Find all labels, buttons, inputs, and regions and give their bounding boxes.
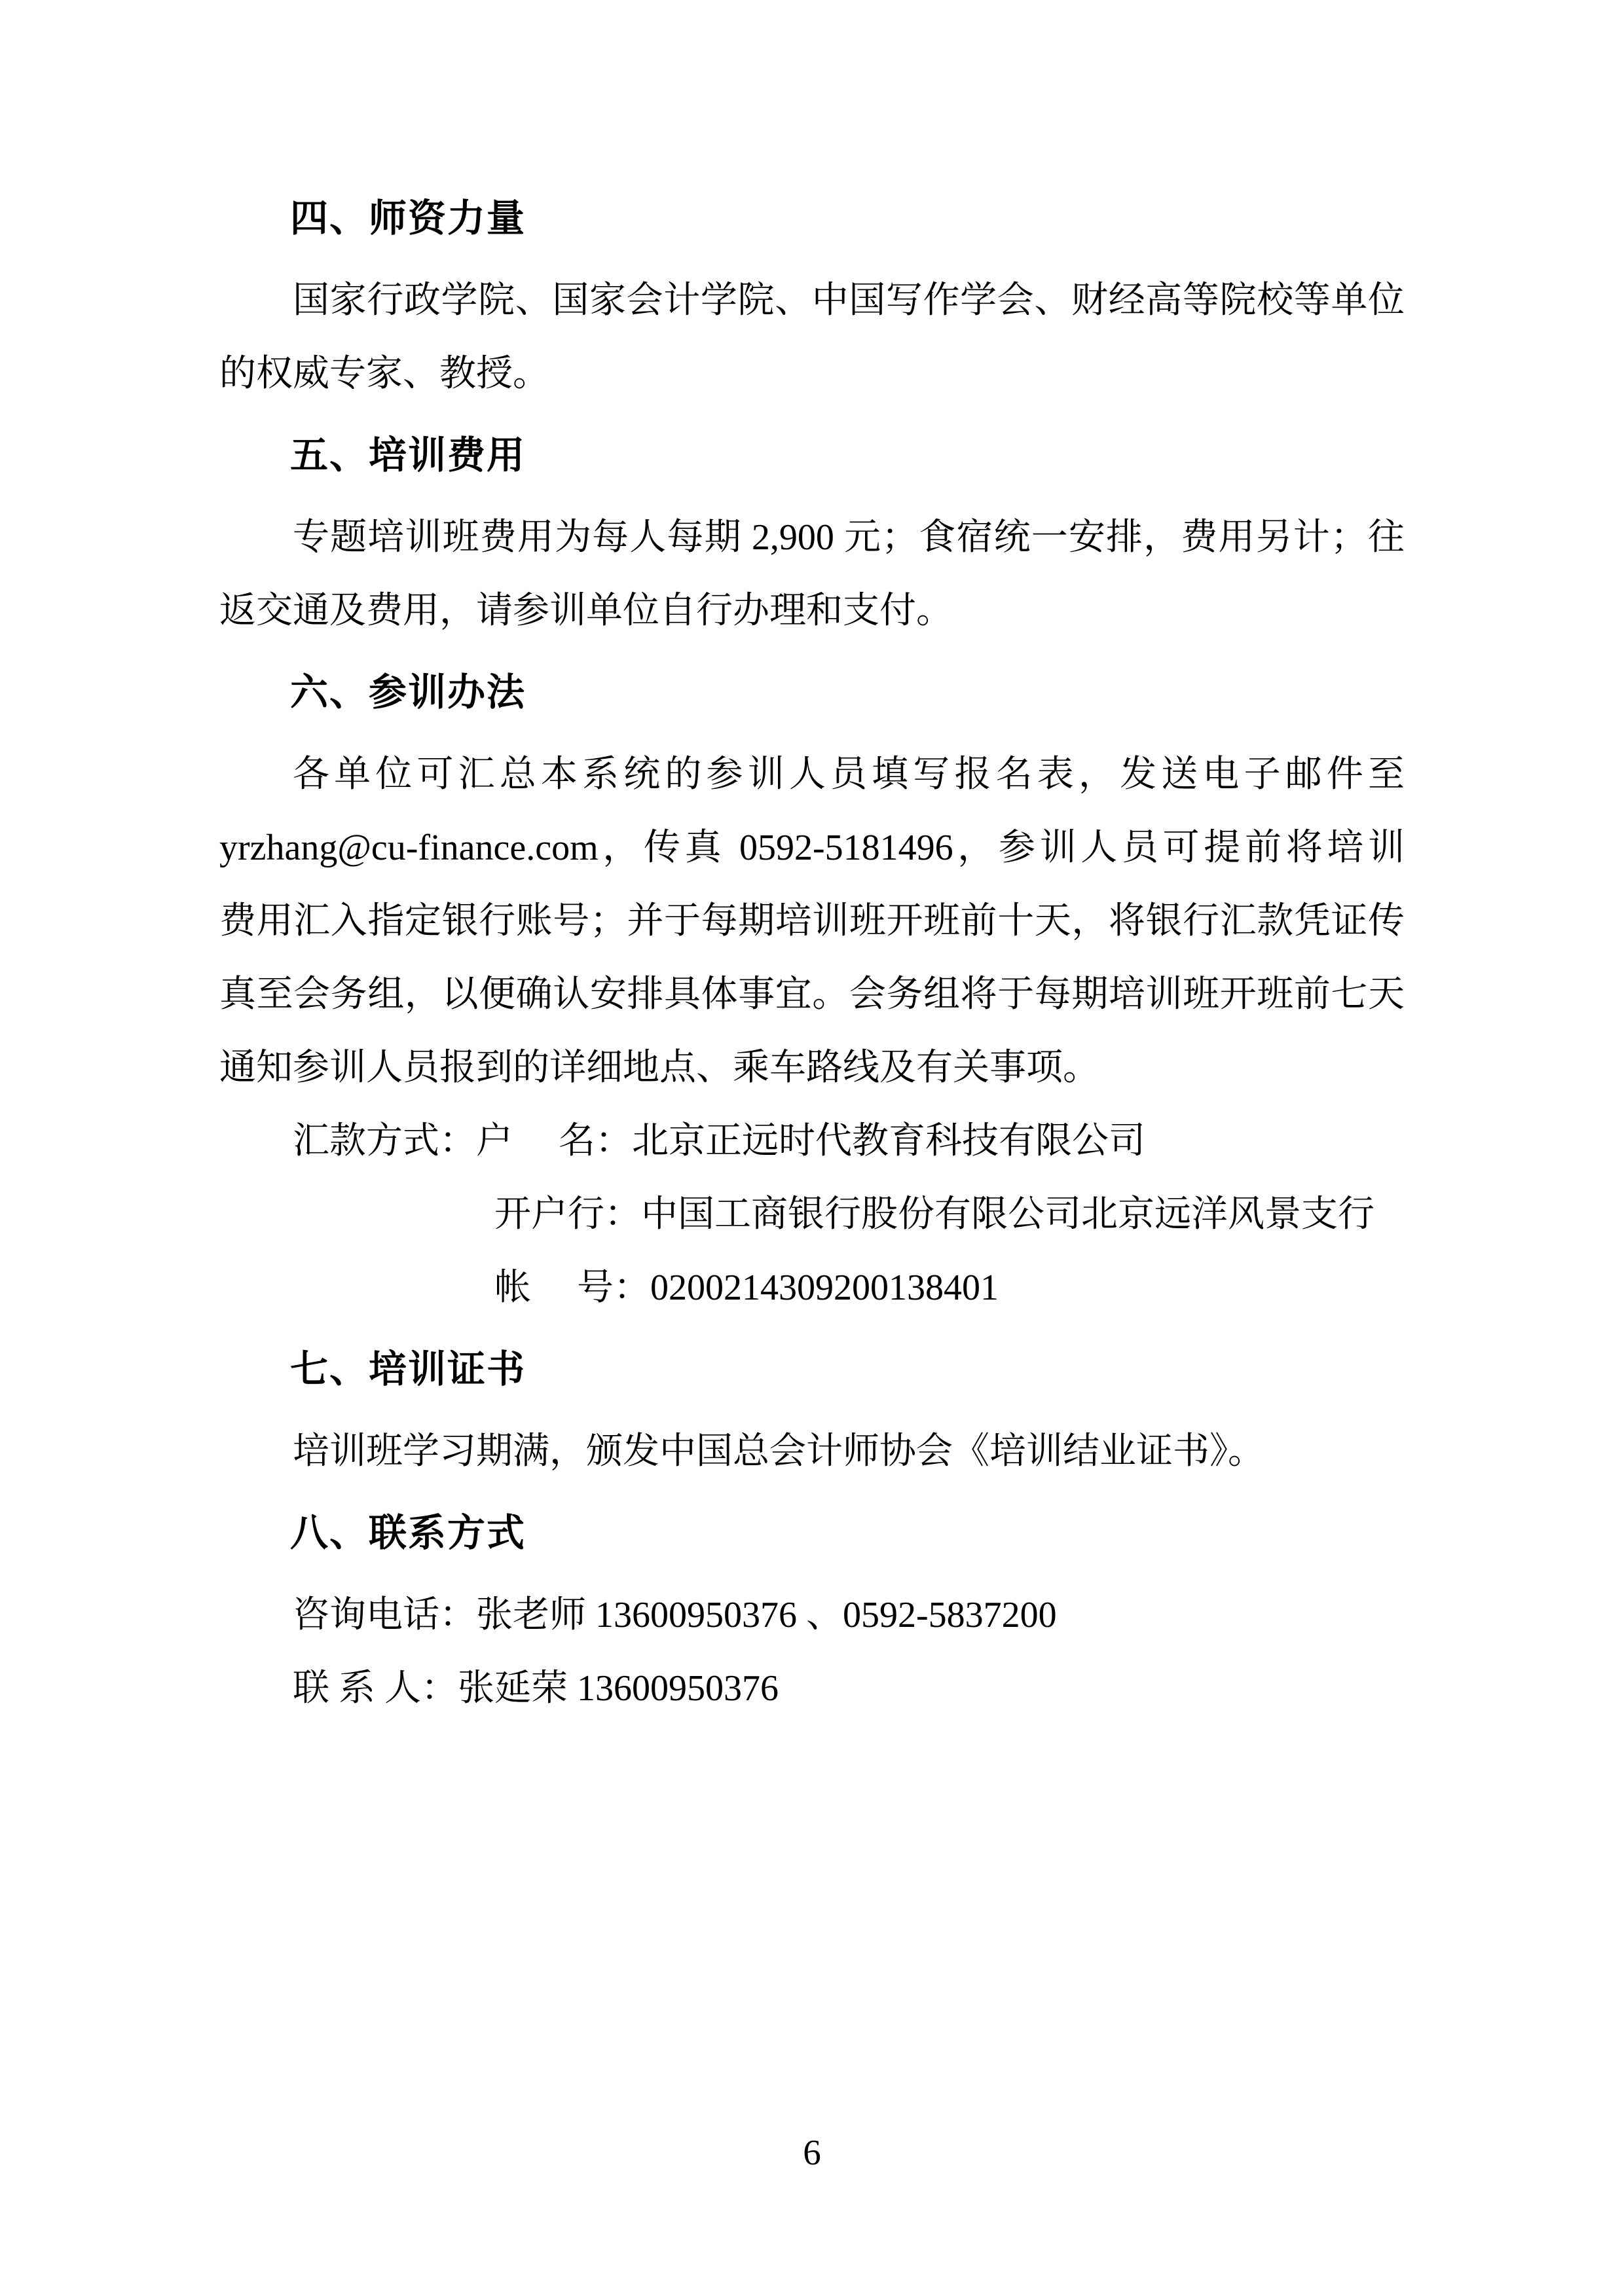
section-heading: 五、培训费用: [290, 434, 526, 477]
section-heading: 八、联系方式: [290, 1512, 526, 1554]
paragraph-line: 通知参训人员报到的详细地点、乘车路线及有关事项。: [219, 1048, 1099, 1088]
document-body: [219, 173, 1405, 1725]
paragraph-line: 返交通及费用，请参训单位自行办理和支付。: [219, 591, 953, 631]
section-heading: 四、师资力量: [290, 197, 526, 240]
paragraph-line: 费用汇入指定银行账号；并于每期培训班开班前十天，将银行汇款凭证传: [219, 901, 1405, 941]
paragraph-line: 的权威专家、教授。: [219, 354, 549, 394]
paragraph-line: 真至会务组，以便确认安排具体事宜。会务组将于每期培训班开班前七天: [219, 974, 1405, 1015]
section-teachers: [219, 182, 1405, 410]
section-registration: [219, 656, 1405, 1324]
page-footer: [0, 2116, 1624, 2189]
remittance-account-name: 汇款方式：户 名：北京正远时代教育科技有限公司: [293, 1121, 1145, 1161]
section-certificate: [219, 1333, 1405, 1488]
contact-person-line: 联 系 人：张延荣 13600950376: [293, 1668, 779, 1709]
paragraph-line: 国家行政学院、国家会计学院、中国写作学会、财经高等院校等单位: [293, 280, 1405, 321]
paragraph-line: 培训班学习期满，颁发中国总会计师协会《培训结业证书》。: [293, 1431, 1264, 1472]
section-contact: [219, 1497, 1405, 1725]
paragraph-line-email: yrzhang@cu-finance.com，传真 0592-5181496，参训人员可提前将培训: [219, 828, 1405, 868]
remittance-account-number: 帐 号：0200214309200138401: [494, 1267, 999, 1308]
paragraph-line: 各单位可汇总本系统的参训人员填写报名表，发送电子邮件至: [293, 754, 1405, 795]
page-number: 6: [803, 2132, 821, 2172]
section-heading: 六、参训办法: [290, 671, 526, 714]
contact-phone-line: 咨询电话：张老师 13600950376 、0592-5837200: [293, 1595, 1057, 1635]
paragraph-line: 专题培训班费用为每人每期 2,900 元；食宿统一安排，费用另计；往: [293, 517, 1405, 558]
section-heading: 七、培训证书: [290, 1348, 526, 1391]
section-fees: [219, 419, 1405, 647]
remittance-bank: 开户行：中国工商银行股份有限公司北京远洋风景支行: [494, 1194, 1375, 1235]
